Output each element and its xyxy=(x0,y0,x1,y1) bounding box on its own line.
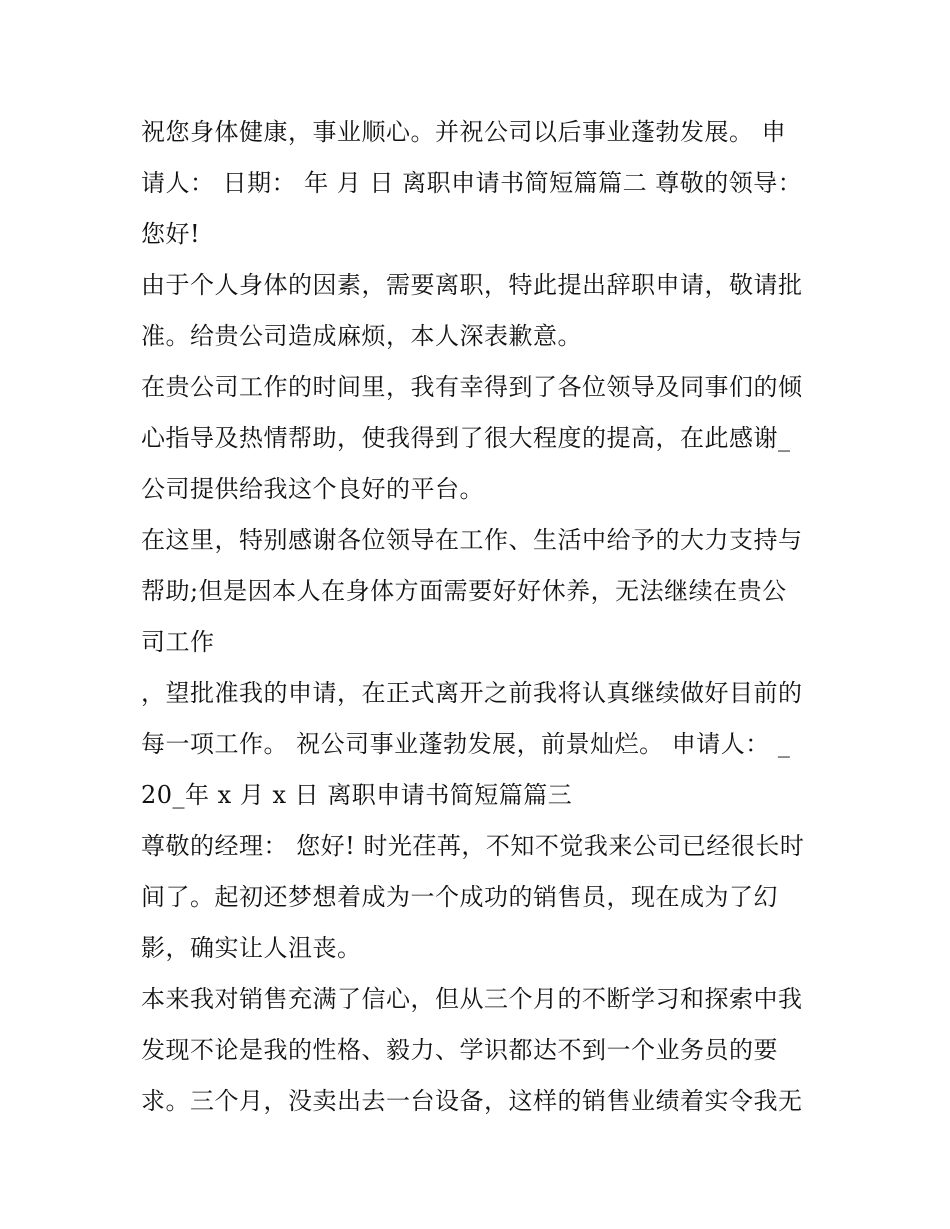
text-line: 请人： 日期： 年 月 日 离职申请书简短篇篇二 尊敬的领导： xyxy=(141,169,803,197)
text-line: 在这里，特别感谢各位领导在工作、生活中给予的大力支持与 xyxy=(141,526,803,554)
text-line: 求。三个月，没卖出去一台设备，这样的销售业绩着实令我无 xyxy=(141,1087,803,1115)
text-line: 尊敬的经理： 您好! 时光荏苒，不知不觉我来公司已经很长时 xyxy=(141,832,805,860)
text-line: 影，确实让人沮丧。 xyxy=(141,934,362,962)
text-line: 在贵公司工作的时间里，我有幸得到了各位领导及同事们的倾 xyxy=(141,373,803,401)
text-line: 准。给贵公司造成麻烦，本人深表歉意。 xyxy=(141,322,582,350)
text-line: 20_年 x 月 x 日 离职申请书简短篇篇三 xyxy=(141,781,573,809)
text-line: 司工作 xyxy=(141,628,215,656)
text-line: 每一项工作。 祝公司事业蓬勃发展，前景灿烂。 申请人： _ xyxy=(141,730,791,758)
text-line: 心指导及热情帮助，使我得到了很大程度的提高，在此感谢_ xyxy=(141,424,791,452)
text-line: 发现不论是我的性格、毅力、学识都达不到一个业务员的要 xyxy=(141,1036,778,1064)
text-line: 间了。起初还梦想着成为一个成功的销售员，现在成为了幻 xyxy=(141,883,778,911)
document-body xyxy=(141,107,816,1127)
text-line: 本来我对销售充满了信心，但从三个月的不断学习和探索中我 xyxy=(141,985,803,1013)
text-line: 帮助;但是因本人在身体方面需要好好休养，无法继续在贵公 xyxy=(141,577,787,605)
text-line: 公司提供给我这个良好的平台。 xyxy=(141,475,484,503)
text-line: 祝您身体健康，事业顺心。并祝公司以后事业蓬勃发展。 申 xyxy=(141,118,787,146)
text-line: ，望批准我的申请，在正式离开之前我将认真继续做好目前的 xyxy=(141,679,803,707)
text-line: 您好! xyxy=(141,220,201,248)
text-line: 由于个人身体的因素，需要离职，特此提出辞职申请，敬请批 xyxy=(141,271,803,299)
